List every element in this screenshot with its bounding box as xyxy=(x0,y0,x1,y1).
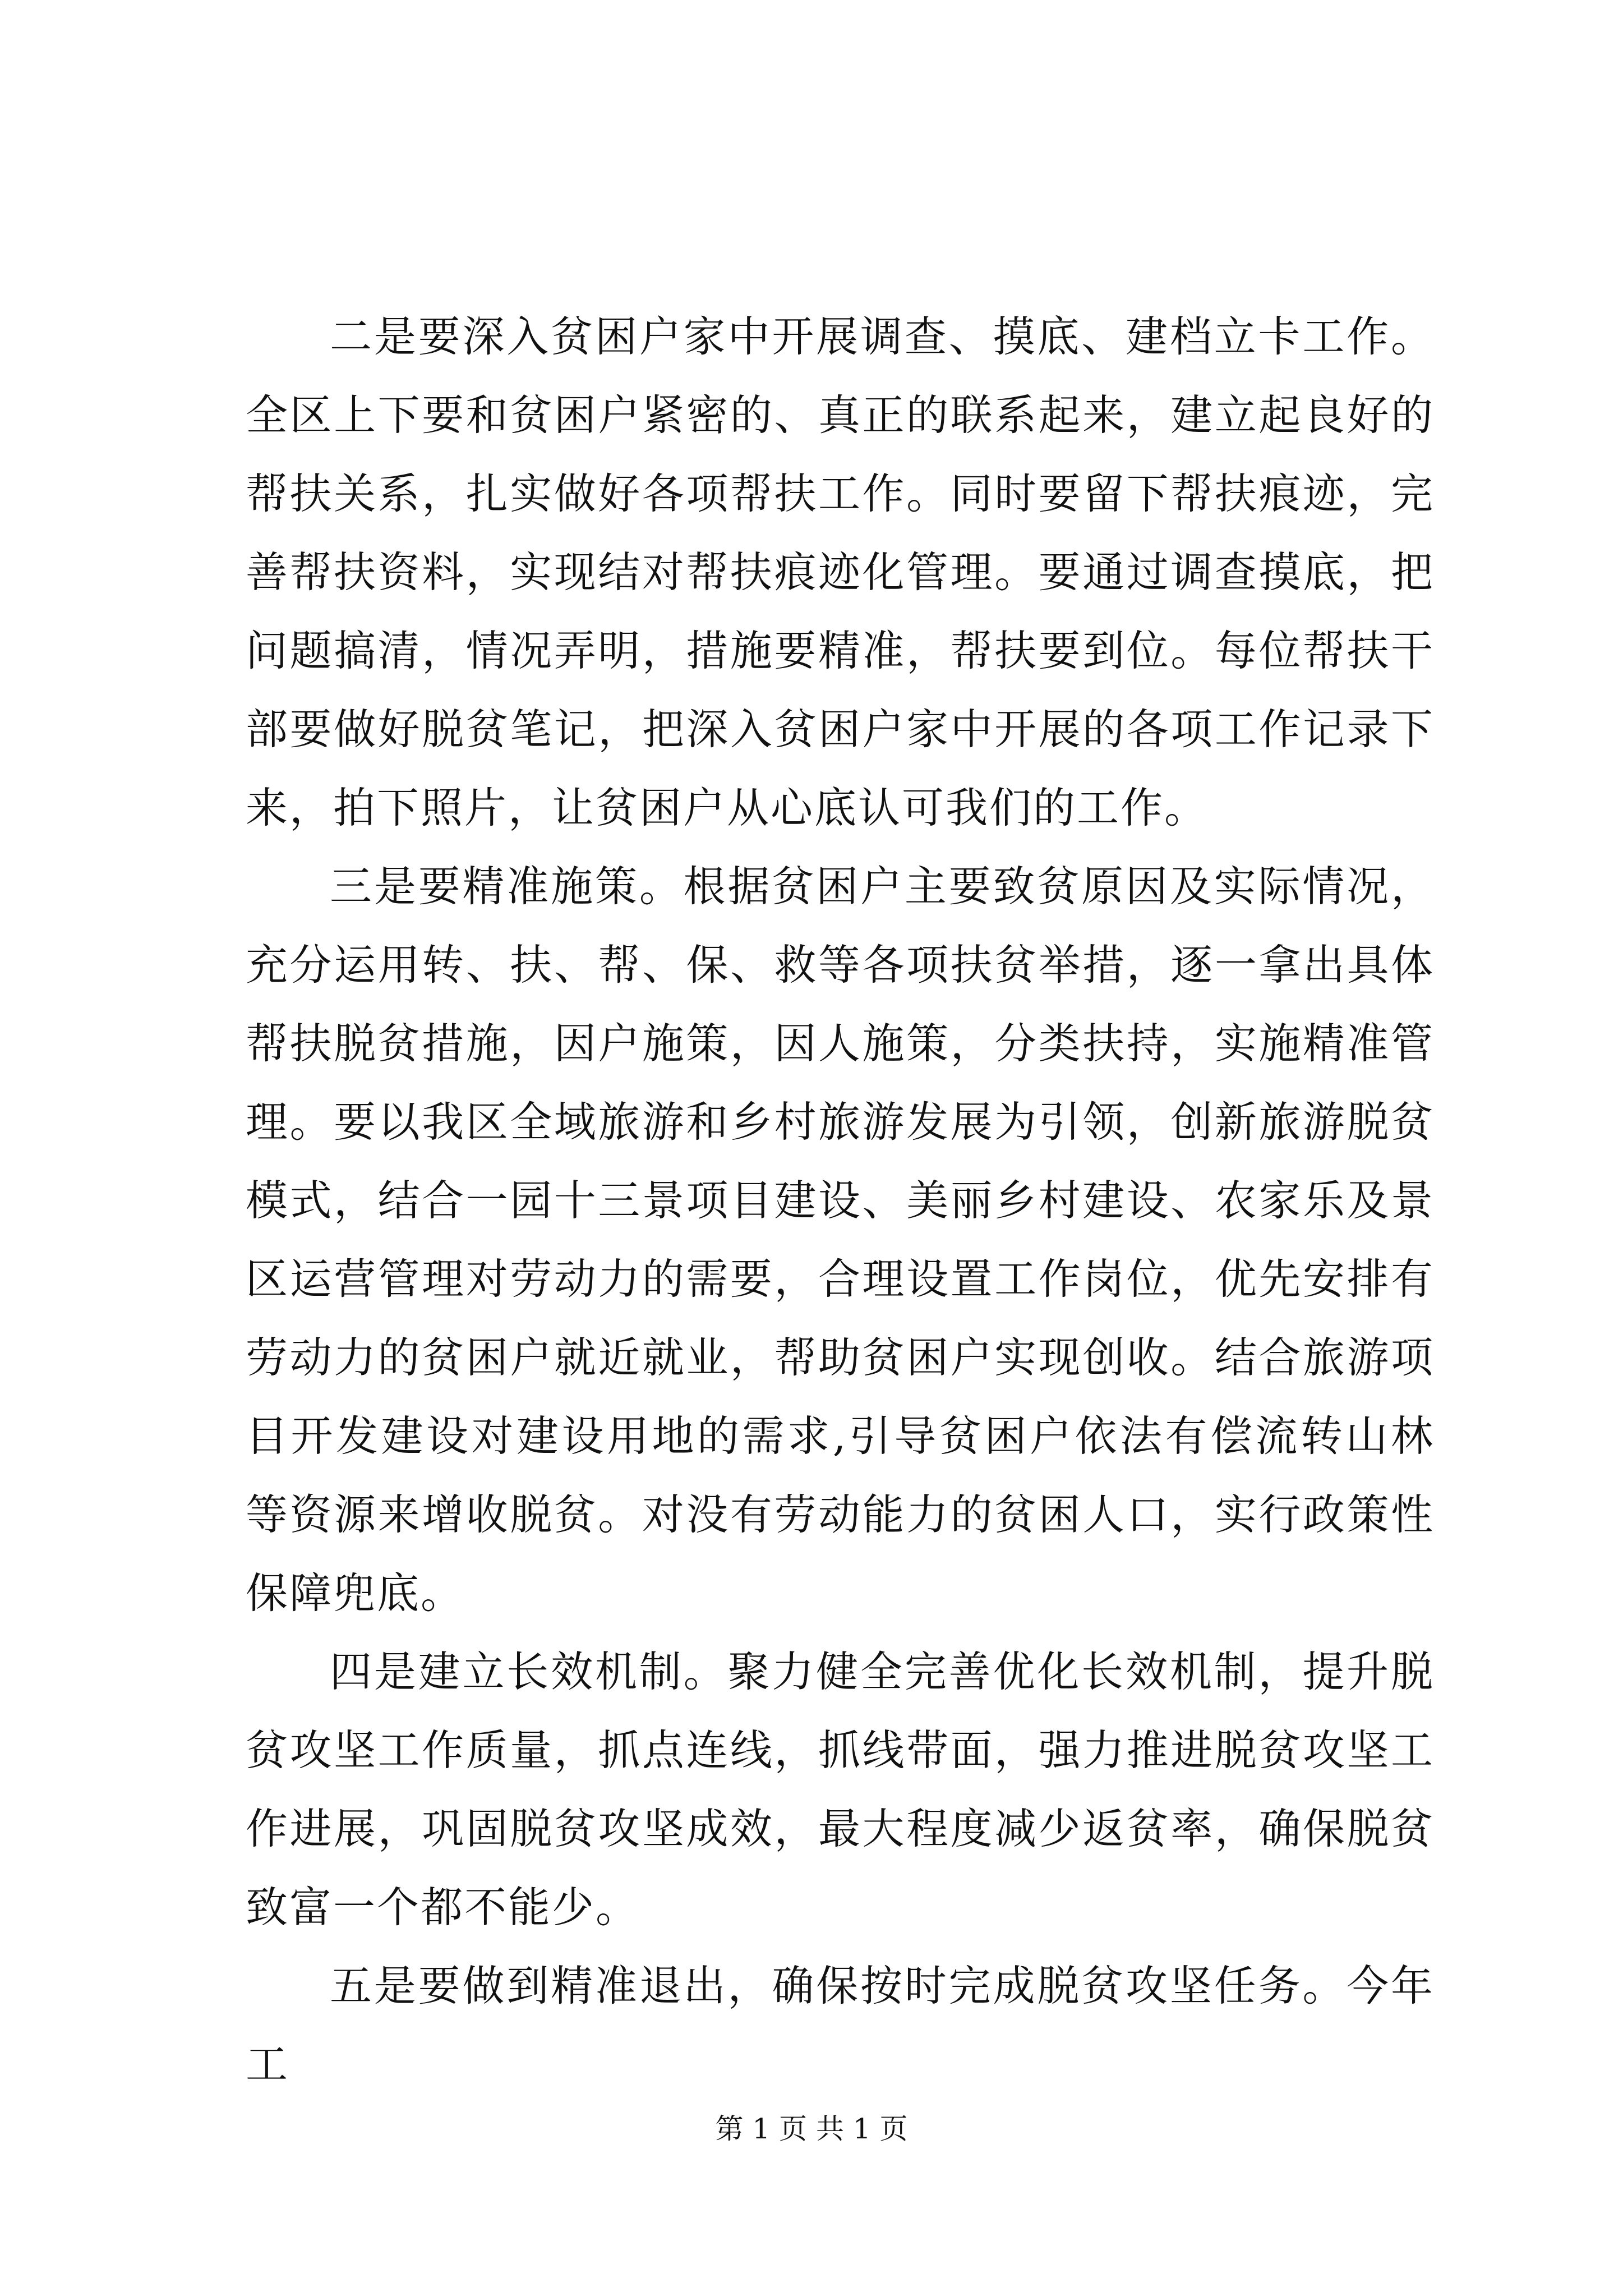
document-body xyxy=(246,297,1435,2104)
paragraph-3: 三是要精准施策。根据贫困户主要致贫原因及实际情况，充分运用转、扶、帮、保、救等各项扶贫举措，逐一拿出具体帮扶脱贫措施，因户施策，因人施策，分类扶持，实施精准管理。要以我区全域旅游和乡村旅游发展为引领，创新旅游脱贫模式，结合一园十三景项目建设、美丽乡村建设、农家乐及景区运营管理对劳动力的需要，合理设置工作岗位，优先安排有劳动力的贫困户就近就业，帮助贫困户实现创收。结合旅游项目开发建设对建设用地的需求,引导贫困户依法有偿流转山林等资源来增收脱贫。对没有劳动能力的贫困人口，实行政策性保障兜底。 xyxy=(246,862,1435,1618)
paragraph-5: 五是要做到精准退出，确保按时完成脱贫攻坚任务。今年工 xyxy=(246,1961,1435,2089)
paragraph-2: 二是要深入贫困户家中开展调查、摸底、建档立卡工作。全区上下要和贫困户紧密的、真正的联系起来，建立起良好的帮扶关系，扎实做好各项帮扶工作。同时要留下帮扶痕迹，完善帮扶资料，实现结对帮扶痕迹化管理。要通过调查摸底，把问题搞清，情况弄明，措施要精准，帮扶要到位。每位帮扶干部要做好脱贫笔记，把深入贫困户家中开展的各项工作记录下来，拍下照片，让贫困户从心底认可我们的工作。 xyxy=(246,312,1435,832)
page-footer: 第 1 页 共 1 页 xyxy=(715,2113,908,2145)
paragraph-4: 四是建立长效机制。聚力健全完善优化长效机制，提升脱贫攻坚工作质量，抓点连线，抓线带面，强力推进脱贫攻坚工作进展，巩固脱贫攻坚成效，最大程度减少返贫率，确保脱贫致富一个都不能少。 xyxy=(246,1647,1435,1932)
